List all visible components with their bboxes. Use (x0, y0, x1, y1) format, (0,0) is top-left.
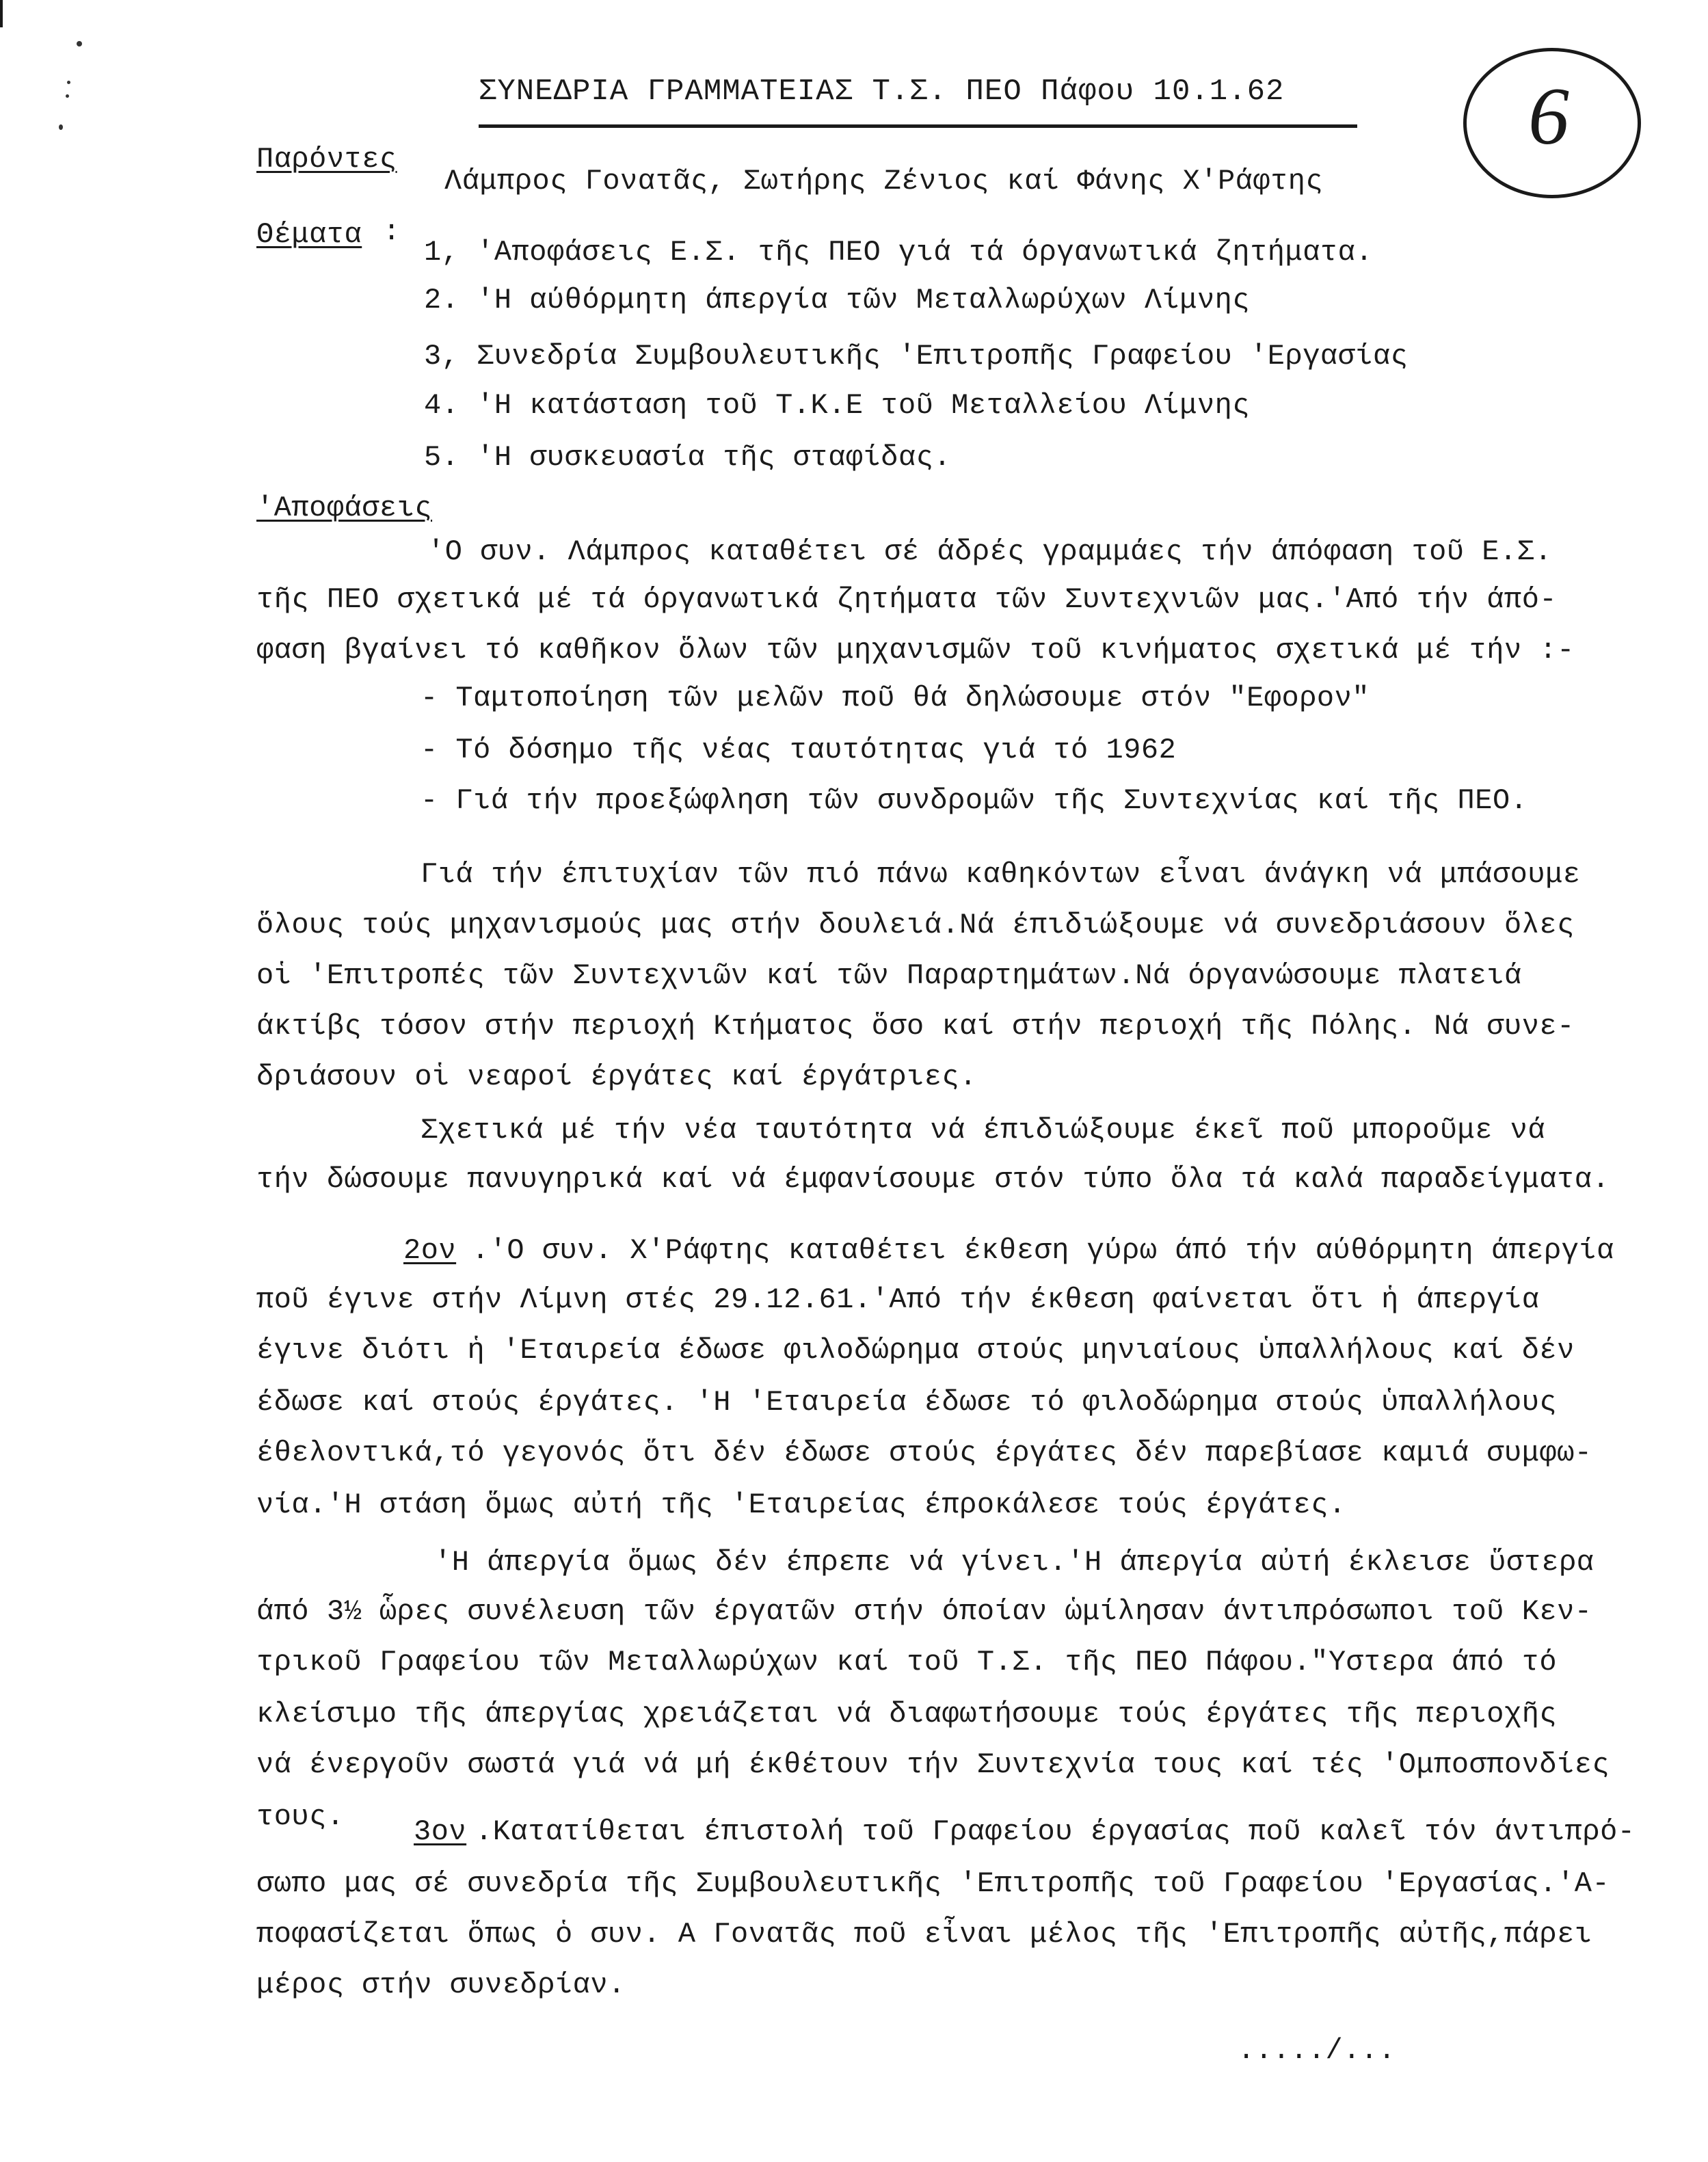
section3-line: ποφασίζεται ὅπως ὁ συν. Α Γονατᾶς ποῦ εἶναι μέλος τῆς 'Επιτροπῆς αὐτῆς,πάρει (256, 1918, 1592, 1951)
ink-speck (59, 124, 63, 130)
decisions-bullet: - Ταμτοποίηση τῶν μελῶν ποῦ θά δηλώσουμε στόν "Εφορον" (421, 682, 1370, 715)
agenda-colon: : (383, 215, 401, 248)
ink-speck (77, 41, 82, 46)
section2-line: άπό 3½ ὧρες συνέλευση τῶν έργατῶν στήν όποίαν ὡμίλησαν άντιπρόσωποι τοῦ Κεν- (256, 1595, 1592, 1628)
section2-line: 'Η άπεργία ὅμως δέν έπρεπε νά γίνει.'Η άπεργία αὐτή έκλεισε ὕστερα (434, 1546, 1594, 1579)
decisions-line: δριάσουν οἱ νεαροί έργάτες καί έργάτριες. (256, 1060, 977, 1093)
section2-line: ποῦ έγινε στήν Λίμνη στές 29.12.61.'Από τήν έκθεση φαίνεται ὅτι ἡ άπεργία (256, 1283, 1540, 1316)
section3-label: 3ον (414, 1815, 467, 1848)
section2-line: έγινε διότι ἡ 'Εταιρεία έδωσε φιλοδώρημα στούς μηνιαίους ὑπαλλήλους καί δέν (256, 1334, 1575, 1367)
section2-line: τρικοῦ Γραφείου τῶν Μεταλλωρύχων καί τοῦ Τ.Σ. τῆς ΠΕΟ Πάφου."Υστερα άπό τό (256, 1646, 1558, 1679)
decisions-line: άκτίβς τόσον στήν περιοχή Κτήματος ὅσο καί στήν περιοχή τῆς Πόλης. Νά συνε- (256, 1010, 1575, 1043)
decisions-line: τῆς ΠΕΟ σχετικά μέ τά όργανωτικά ζητήματα τῶν Συντεχνιῶν μας.'Από τήν άπό- (256, 583, 1558, 616)
agenda-item: 1, 'Αποφάσεις Ε.Σ. τῆς ΠΕΟ γιά τά όργανωτικά ζητήματα. (424, 236, 1374, 269)
section2-label: 2ον (403, 1234, 457, 1267)
agenda-item: 5. 'Η συσκευασία τῆς σταφίδας. (424, 441, 952, 474)
agenda-label: Θέματα (256, 218, 362, 251)
page-title: ΣΥΝΕΔΡΙΑ ΓΡΑΜΜΑΤΕΙΑΣ Τ.Σ. ΠΕΟ Πάφου 10.1.62 (479, 75, 1285, 109)
decisions-line: Σχετικά μέ τήν νέα ταυτότητα νά έπιδιώξουμε έκεῖ ποῦ μποροῦμε νά (421, 1114, 1546, 1147)
title-underline (479, 124, 1357, 128)
decisions-line: ὅλους τούς μηχανισμούς μας στήν δουλειά.Νά έπιδιώξουμε νά συνεδριάσουν ὅλες (256, 909, 1575, 942)
agenda-item: 2. 'Η αύθόρμητη άπεργία τῶν Μεταλλωρύχων Λίμνης (424, 284, 1251, 317)
continuation-mark: ...../... (1238, 2034, 1396, 2067)
section2-line: νά ένεργοῦν σωστά γιά νά μή έκθέτουν τήν Συντεχνία τους καί τές 'Ομποσπονδίες (256, 1748, 1610, 1781)
section3-line: μέρος στήν συνεδρίαν. (256, 1969, 626, 2001)
section2-line: έθελοντικά,τό γεγονός ὅτι δέν έδωσε στούς έργάτες δέν παρεβίασε καμιά συμφω- (256, 1437, 1592, 1469)
attendees-names: Λάμπρος Γονατᾶς, Σωτήρης Ζένιος καί Φάνης Χ'Ράφτης (444, 165, 1324, 198)
decisions-line: Γιά τήν έπιτυχίαν τῶν πιό πάνω καθηκόντων εἶναι άνάγκη νά μπάσουμε (421, 858, 1581, 891)
decisions-line: φαση βγαίνει τό καθῆκον ὅλων τῶν μηχανισμῶν τοῦ κινήματος σχετικά μέ τήν :- (256, 634, 1575, 667)
section2-line: κλείσιμο τῆς άπεργίας χρειάζεται νά διαφωτήσουμε τούς έργάτες τῆς περιοχῆς (256, 1698, 1558, 1731)
section3-line: .Κατατίθεται έπιστολή τοῦ Γραφείου έργασίας ποῦ καλεῖ τόν άντιπρό- (475, 1815, 1636, 1848)
section2-line: νία.'Η στάση ὅμως αὐτή τῆς 'Εταιρείας έπροκάλεσε τούς έργάτες. (256, 1489, 1346, 1521)
agenda-item: 4. 'Η κατάσταση τοῦ Τ.Κ.Ε τοῦ Μεταλλείου Λίμνης (424, 389, 1251, 422)
section2-line: .'Ο συν. Χ'Ράφτης καταθέτει έκθεση γύρω άπό τήν αύθόρμητη άπεργία (472, 1234, 1614, 1267)
decisions-bullet: - Γιά τήν προεξώφληση τῶν συνδρομῶν τῆς Συντεχνίας καί τῆς ΠΕΟ. (421, 784, 1528, 817)
margin-mark (0, 0, 3, 27)
agenda-item: 3, Συνεδρία Συμβουλευτικῆς 'Επιτροπῆς Γραφείου 'Εργασίας (424, 340, 1409, 373)
decisions-line: οἱ 'Επιτροπές τῶν Συντεχνιῶν καί τῶν Παραρτημάτων.Νά όργανώσουμε πλατειά (256, 959, 1522, 992)
section3-line: σωπο μας σέ συνεδρία τῆς Συμβουλευτικῆς 'Επιτροπῆς τοῦ Γραφείου 'Εργασίας.'Α- (256, 1867, 1610, 1900)
section2-line: τους. (256, 1800, 345, 1833)
decisions-line: 'Ο συν. Λάμπρος καταθέτει σέ άδρές γραμμάες τήν άπόφαση τοῦ Ε.Σ. (427, 535, 1553, 568)
ink-speck (66, 94, 69, 98)
page-number: 6 (1528, 70, 1569, 161)
decisions-line: τήν δώσουμε πανυγηρικά καί νά έμφανίσουμε στόν τύπο ὅλα τά καλά παραδείγματα. (256, 1163, 1610, 1196)
decisions-bullet: - Τό δόσημο τῆς νέας ταυτότητας γιά τό 1962 (421, 734, 1177, 766)
decisions-label: 'Αποφάσεις (256, 492, 433, 524)
ink-speck (67, 81, 70, 84)
attendees-label: Παρόντες (256, 143, 397, 176)
section2-line: έδωσε καί στούς έργάτες. 'Η 'Εταιρεία έδωσε τό φιλοδώρημα στούς ὑπαλλήλους (256, 1386, 1558, 1419)
